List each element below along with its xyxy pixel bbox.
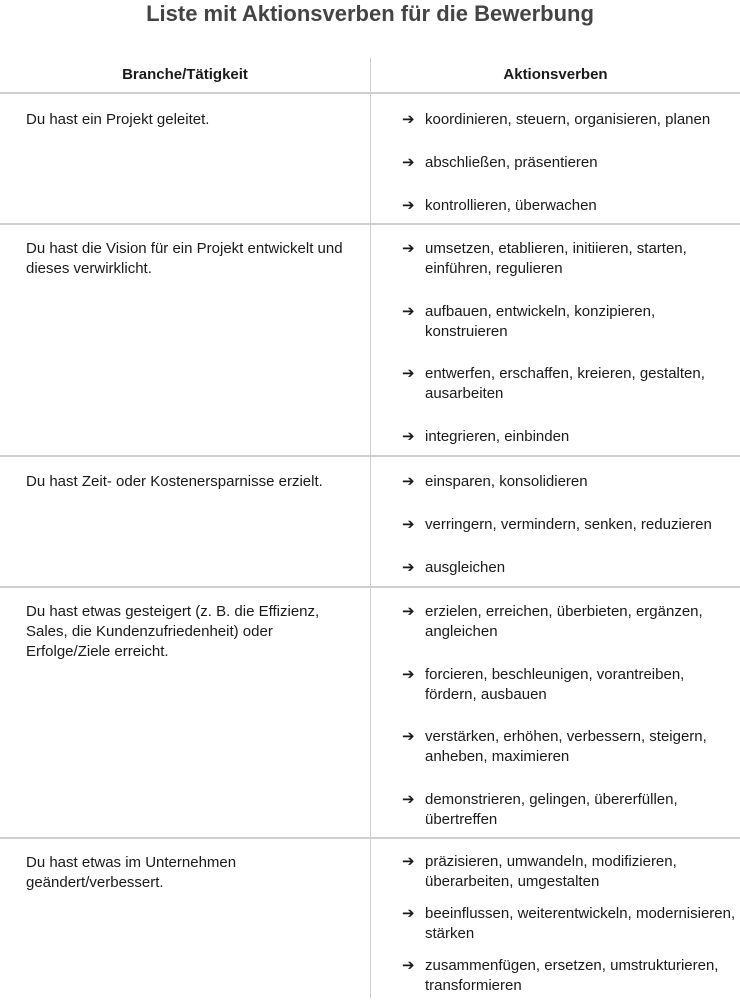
- situation-cell: Du hast Zeit- oder Kostenersparnisse erzielt.: [26, 473, 323, 490]
- verb-text: demonstrieren, gelingen, übererfüllen, übertreffen: [425, 791, 678, 828]
- verb-text: erzielen, erreichen, überbieten, ergänzen, angleichen: [425, 603, 703, 640]
- verb-text: präzisieren, umwandeln, modifizieren, überarbeiten, umgestalten: [425, 853, 677, 890]
- verb-text: aufbauen, entwickeln, konzipieren, konstruieren: [425, 303, 656, 340]
- verb-item: [402, 110, 738, 130]
- arrow-right-icon: ➔: [402, 303, 415, 320]
- table-row: [0, 457, 740, 588]
- verb-text: umsetzen, etablieren, initiieren, starten, einführen, regulieren: [425, 240, 687, 277]
- verb-text: entwerfen, erschaffen, kreieren, gestalten, ausarbeiten: [425, 365, 705, 402]
- verb-text: beeinflussen, weiterentwickeln, modernisieren, stärken: [425, 905, 736, 942]
- arrow-right-icon: ➔: [402, 728, 415, 745]
- arrow-right-icon: ➔: [402, 516, 415, 533]
- verb-item: [402, 196, 738, 216]
- page-title: Liste mit Aktionsverben für die Bewerbung: [146, 1, 594, 26]
- verb-item: [402, 302, 738, 342]
- verb-item: [402, 602, 738, 642]
- arrow-right-icon: ➔: [402, 111, 415, 128]
- verb-item: [402, 956, 738, 996]
- verb-text: kontrollieren, überwachen: [425, 197, 597, 214]
- verb-item: [402, 558, 738, 578]
- arrow-right-icon: ➔: [402, 154, 415, 171]
- verb-text: abschließen, präsentieren: [425, 154, 598, 171]
- situation-cell: Du hast die Vision für ein Projekt entwickelt und dieses verwirklicht.: [26, 240, 343, 277]
- verb-item: [402, 472, 738, 492]
- arrow-right-icon: ➔: [402, 603, 415, 620]
- verb-text: ausgleichen: [425, 559, 506, 576]
- verb-text: verringern, vermindern, senken, reduzieren: [425, 516, 712, 533]
- situation-cell: Du hast etwas gesteigert (z. B. die Effizienz, Sales, die Kundenzufriedenheit) oder Erfolge/Ziele erreicht.: [26, 603, 320, 660]
- verb-item: [402, 852, 738, 892]
- header-branche: Branche/Tätigkeit: [122, 66, 248, 83]
- arrow-right-icon: ➔: [402, 473, 415, 490]
- verb-text: einsparen, konsolidieren: [425, 473, 588, 490]
- verb-text: integrieren, einbinden: [425, 428, 570, 445]
- arrow-right-icon: ➔: [402, 853, 415, 870]
- table-row: [0, 225, 740, 457]
- verb-item: [402, 427, 738, 447]
- verb-item: [402, 515, 738, 535]
- arrow-right-icon: ➔: [402, 197, 415, 214]
- verb-item: [402, 239, 738, 279]
- arrow-right-icon: ➔: [402, 791, 415, 808]
- arrow-right-icon: ➔: [402, 559, 415, 576]
- verb-item: [402, 665, 738, 705]
- verb-item: [402, 790, 738, 830]
- arrow-right-icon: ➔: [402, 905, 415, 922]
- arrow-right-icon: ➔: [402, 666, 415, 683]
- verb-text: koordinieren, steuern, organisieren, planen: [425, 111, 711, 128]
- table-row: [0, 588, 740, 839]
- situation-cell: Du hast ein Projekt geleitet.: [26, 111, 210, 128]
- verb-item: [402, 153, 738, 173]
- arrow-right-icon: ➔: [402, 240, 415, 257]
- verb-item: [402, 727, 738, 767]
- table-row: [0, 94, 740, 225]
- verb-text: zusammenfügen, ersetzen, umstrukturieren, transformieren: [425, 957, 719, 994]
- situation-cell: Du hast etwas im Unternehmen geändert/verbessert.: [26, 854, 237, 891]
- verb-item: [402, 904, 738, 944]
- verb-item: [402, 364, 738, 404]
- arrow-right-icon: ➔: [402, 365, 415, 382]
- header-aktionsverben: Aktionsverben: [503, 66, 608, 83]
- arrow-right-icon: ➔: [402, 957, 415, 974]
- verb-text: forcieren, beschleunigen, vorantreiben, fördern, ausbauen: [425, 666, 685, 703]
- verb-text: verstärken, erhöhen, verbessern, steigern, anheben, maximieren: [425, 728, 707, 765]
- table-row: [0, 839, 740, 1000]
- arrow-right-icon: ➔: [402, 428, 415, 445]
- table-header: [0, 58, 740, 94]
